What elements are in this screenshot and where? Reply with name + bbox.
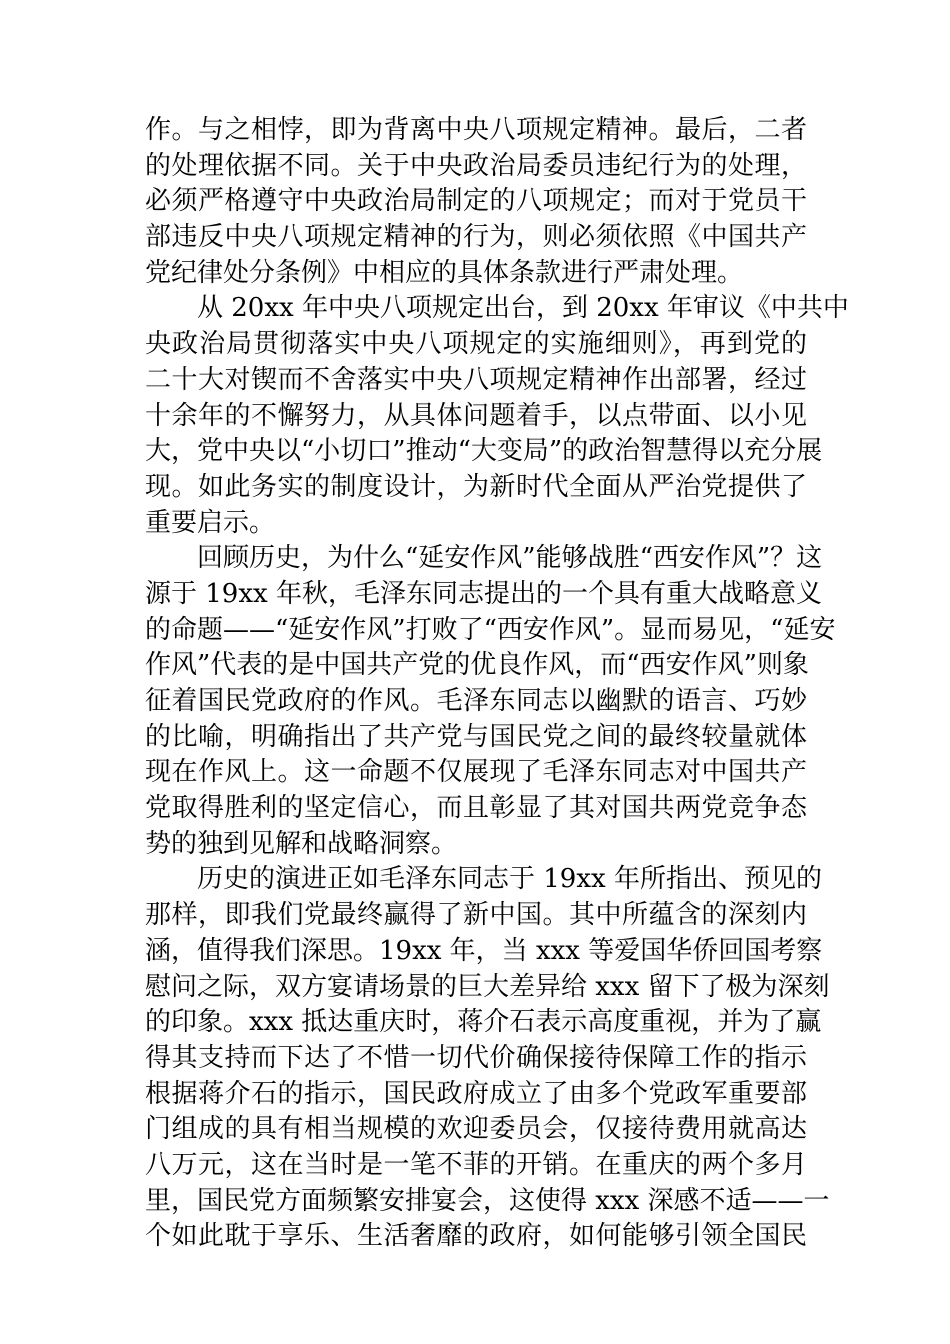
- text-line: 现。如此务实的制度设计，为新时代全面从严治党提供了: [145, 471, 807, 502]
- text-line: 征着国民党政府的作风。毛泽东同志以幽默的语言、巧妙: [145, 686, 807, 716]
- text-line: 势的独到见解和战略洞察。: [145, 828, 458, 859]
- paragraph-first-line: 回顾历史，为什么“延安作风”能够战胜“西安作风”？这: [197, 543, 823, 574]
- text-line: 个如此耽于享乐、生活奢靡的政府，如何能够引领全国民: [145, 1221, 807, 1252]
- text-line: 大，党中央以“小切口”推动“大变局”的政治智慧得以充分展: [145, 436, 823, 467]
- text-line: 二十大对锲而不舍落实中央八项规定精神作出部署，经过: [145, 364, 807, 395]
- text-line: 的命题——“延安作风”打败了“西安作风”。显而易见，“延安: [145, 614, 836, 645]
- text-line: 源于 19xx 年秋，毛泽东同志提出的一个具有重大战略意义: [145, 578, 822, 609]
- text-line: 得其支持而下达了不惜一切代价确保接待保障工作的指示: [145, 1042, 807, 1073]
- text-line: 根据蒋介石的指示，国民政府成立了由多个党政军重要部: [145, 1078, 807, 1109]
- text-line: 重要启示。: [145, 507, 276, 538]
- text-line: 的处理依据不同。关于中央政治局委员违纪行为的处理，: [145, 150, 807, 181]
- document-body: [145, 113, 849, 1255]
- text-line: 作。与之相悖，即为背离中央八项规定精神。最后，二者: [145, 115, 807, 145]
- text-line: 十余年的不懈努力，从具体问题着手，以点带面、以小见: [145, 400, 807, 431]
- paragraph-first-line: 历史的演进正如毛泽东同志于 19xx 年所指出、预见的: [197, 864, 822, 895]
- text-line: 慰问之际，双方宴请场景的巨大差异给 xxx 留下了极为深刻: [145, 971, 830, 1002]
- text-line: 现在作风上。这一命题不仅展现了毛泽东同志对中国共产: [145, 757, 807, 788]
- text-line: 八万元，这在当时是一笔不菲的开销。在重庆的两个多月: [145, 1149, 807, 1180]
- text-line: 的印象。xxx 抵达重庆时，蒋介石表示高度重视，并为了赢: [145, 1007, 822, 1038]
- text-line: 的比喻，明确指出了共产党与国民党之间的最终较量就体: [145, 721, 807, 752]
- paragraph-first-line: 从 20xx 年中央八项规定出台，到 20xx 年审议《中共中: [197, 293, 849, 324]
- text-line: 那样，即我们党最终赢得了新中国。其中所蕴含的深刻内: [145, 900, 807, 931]
- text-line: 里，国民党方面频繁安排宴会，这使得 xxx 深感不适——一: [145, 1185, 830, 1216]
- text-line: 党取得胜利的坚定信心，而且彰显了其对国共两党竞争态: [145, 793, 807, 824]
- text-line: 涵，值得我们深思。19xx 年，当 xxx 等爱国华侨回国考察: [145, 935, 823, 966]
- text-line: 部违反中央八项规定精神的行为，则必须依照《中国共产: [145, 222, 807, 253]
- text-line: 党纪律处分条例》中相应的具体条款进行严肃处理。: [145, 257, 744, 288]
- text-line: 作风”代表的是中国共产党的优良作风，而“西安作风”则象: [145, 650, 809, 681]
- text-line: 必须严格遵守中央政治局制定的八项规定；而对于党员干: [145, 186, 807, 217]
- text-line: 门组成的具有相当规模的欢迎委员会，仅接待费用就高达: [145, 1114, 807, 1145]
- text-line: 央政治局贯彻落实中央八项规定的实施细则》，再到党的: [145, 329, 807, 360]
